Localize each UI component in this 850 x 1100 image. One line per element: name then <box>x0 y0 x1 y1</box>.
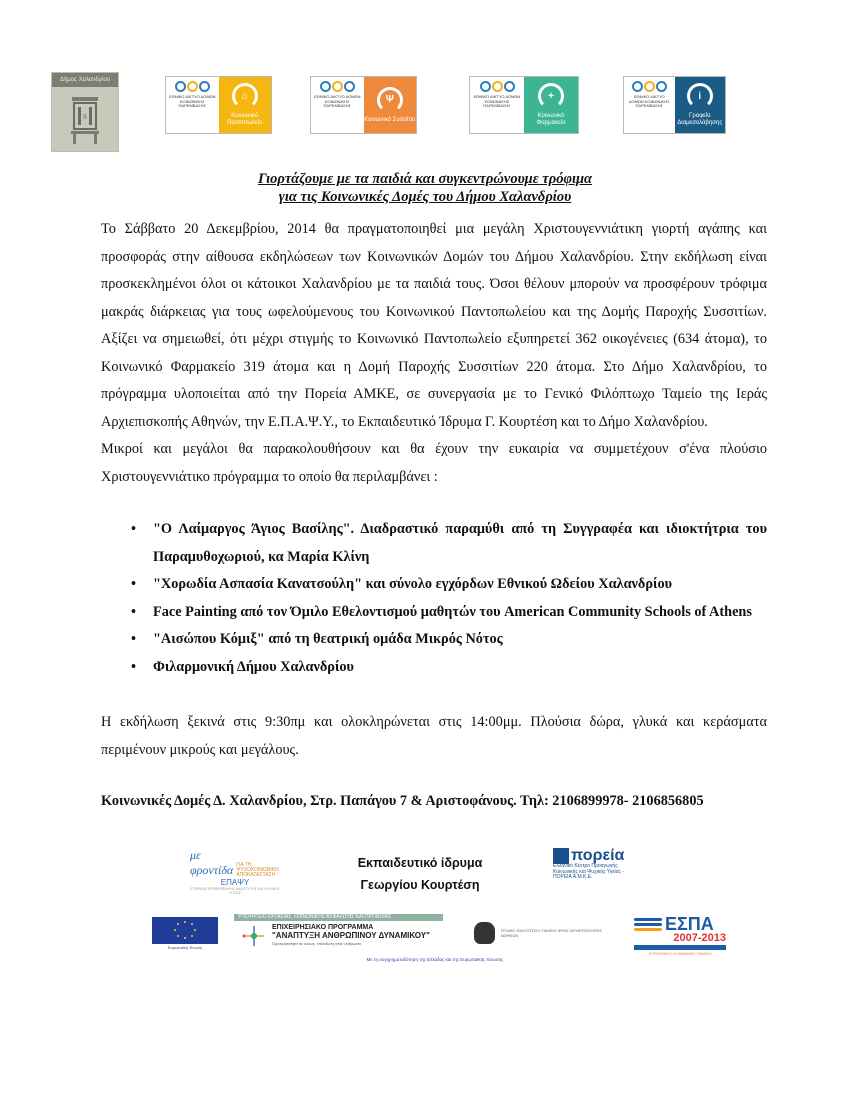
service-name: Κοινωνικό Συσσίτιο <box>364 116 416 123</box>
espa-word: ΕΣΠΑ <box>665 914 714 934</box>
program-item: • Φιλαρμονική Δήμου Χαλανδρίου <box>101 654 767 682</box>
contact-info: Κοινωνικές Δομές Δ. Χαλανδρίου, Στρ. Παπάγου 7 & Αριστοφάνους. Τηλ: 2106899978- 2106856805 <box>101 793 704 809</box>
espa-logo <box>634 915 726 959</box>
people-icon <box>320 81 355 92</box>
espa-fund: ΕΥΡΩΠΑΪΚΟ ΚΟΙΝΩΝΙΚΟ ΤΑΜΕΙΟ <box>648 951 712 956</box>
kourtesi-foundation <box>330 852 510 896</box>
compass-icon <box>242 924 266 948</box>
basket-icon: ⌂ <box>232 83 258 109</box>
programme-line-2: "ΑΝΑΠΤΥΞΗ ΑΝΘΡΩΠΙΝΟΥ ΔΥΝΑΜΙΚΟΥ" <box>272 931 430 940</box>
eu-flag-icon <box>152 917 218 944</box>
epapsy-org: ΓΙΑ ΤΗ ΨΥΧΟΚΟΙΝΩΝΙΚΗ ΑΠΟΚΑΤΑΣΤΑΣΗ <box>236 862 279 878</box>
network-logo-social-pharmacy <box>469 76 579 134</box>
people-icon <box>175 81 210 92</box>
service-name: Κοινωνικό Παντοπωλείο <box>227 113 263 126</box>
svg-text:S: S <box>83 113 87 121</box>
program-list <box>101 516 767 681</box>
poreia-mark-icon <box>553 848 569 864</box>
paragraph-program-intro: Μικροί και μεγάλοι θα παρακολουθήσουν και θα έχουν την ευκαιρία να συμμετέχουν σ'ένα πλούσιο Χριστουγεννιάτικο πρόγραμμα το οποίο θα περιλαμβάνει : <box>101 441 767 485</box>
title-line-2: για τις Κοινωνικές Δομές του Δήμου Χαλανδρίου <box>278 189 572 205</box>
municipality-logo <box>51 72 119 152</box>
operational-programme-logo <box>234 914 464 954</box>
poreia-logo <box>553 848 643 898</box>
municipality-monument-icon <box>68 95 102 145</box>
fork-knife-icon: Ψ <box>377 87 403 113</box>
paragraph-intro: Το Σάββατο 20 Δεκεμβρίου, 2014 θα πραγματοποιηθεί μια μεγάλη Χριστουγεννιάτικη γιορτή αγάπης και προσφοράς στην αίθουσα εκδηλώσεων των Κοινωνικών Δομών του Δήμου Χαλανδρίου. Στην εκδήλωση είναι προσκεκλημένοι όλοι οι κάτοικοι Χαλανδρίου με τα παιδιά τους. Όσοι θέλουν μπορούν να προσφέρουν τρόφιμα μακράς διάρκειας για τους ωφελούμενους του Κοινωνικού Παντοπωλείου και της Δομής Παροχής Συσσιτίων. Αξίζει να σημειωθεί, ότι μέχρι στιγμής το Κοινωνικό Παντοπωλείο εξυπηρετεί 362 οικογένειες (634 άτομα), το Κοινωνικό Φαρμακείο 319 άτομα και η Δομή Παροχής Συσσιτίων 220 άτομα. Στο Δήμο Χαλανδρίου, το πρόγραμμα υλοποιείται από την Πορεία ΑΜΚΕ, σε συνεργασία με το Γενικό Φιλόπτωχο Ταμείο της Ιεράς Αρχιεπισκοπής Αθηνών, την Ε.Π.Α.Ψ.Υ., το Εκπαιδευτικό Ίδρυμα Γ. Κουρτέση και το Δήμο Χαλανδρίου. <box>101 221 767 430</box>
eu-caption: Ευρωπαϊκή Ένωση <box>167 945 203 950</box>
double-headed-eagle-icon <box>474 922 495 944</box>
programme-line-3: Προτεραιότητα σε όλους, επένδυση στον άνθρωπο <box>272 941 361 946</box>
epapsy-logo <box>190 848 280 894</box>
document-title <box>0 170 850 206</box>
closing-text <box>101 709 767 764</box>
program-item: • "Αισώπου Κόμιξ" από τη θεατρική ομάδα Μικρός Νότος <box>101 626 767 654</box>
network-logo-social-kitchen <box>310 76 417 134</box>
church-fund-logo <box>474 920 614 946</box>
medical-cross-icon: + <box>538 83 564 109</box>
network-name: ΕΘΝΙΚΟ ΔΙΚΤΥΟ ΔΟΜΩΝ ΚΟΙΝΩΝΙΚΗΣ ΠΑΡΕΜΒΑΣΗΣ <box>168 94 216 108</box>
service-name: Κοινωνικό Φαρμακείο <box>536 113 566 126</box>
network-name: ΕΘΝΙΚΟ ΔΙΚΤΥΟ ΔΟΜΩΝ ΚΟΙΝΩΝΙΚΗΣ ΠΑΡΕΜΒΑΣΗΣ <box>313 94 361 108</box>
espa-strip <box>634 945 726 950</box>
ministry-band: ΥΠΟΥΡΓΕΙΟ ΕΡΓΑΣΙΑΣ, ΚΟΙΝΩΝΙΚΗΣ ΑΣΦΑΛΙΣΗΣ ΚΑΙ ΠΡΟΝΟΙΑΣ <box>234 914 443 921</box>
epapsy-name: ΕΠΑΨΥ <box>220 878 250 887</box>
epapsy-subtitle: ΕΤΑΙΡΕΙΑ ΠΕΡΙΦΕΡΕΙΑΚΗΣ ΑΝΑΠΤΥΞΗΣ ΚΑΙ ΨΥΧΙΚΗΣ ΥΓΕΙΑΣ <box>190 887 280 895</box>
kourtesi-line-1: Εκπαιδευτικό ίδρυμα <box>357 856 483 870</box>
cofunding-note: Με τη συγχρηματοδότηση της Ελλάδας και της Ευρωπαϊκής Ένωσης <box>366 957 504 962</box>
network-logo-social-grocery <box>165 76 272 134</box>
espa-years: 2007-2013 <box>673 932 726 944</box>
program-item: • "Χορωδία Ασπασία Κανατσούλη" και σύνολο εγχόρδων Εθνικού Ωδείου Χαλανδρίου <box>101 571 767 599</box>
eu-logo <box>152 917 218 955</box>
info-icon: i <box>687 83 713 109</box>
epapsy-script: με φροντίδα <box>190 848 234 877</box>
paragraph-schedule: Η εκδήλωση ξεκινά στις 9:30πμ και ολοκληρώνεται στις 14:00μμ. Πλούσια δώρα, γλυκά και κεράσματα περιμένουν μικρούς και μεγάλους. <box>101 714 767 758</box>
title-line-1: Γιορτάζουμε με τα παιδιά και συγκεντρώνουμε τρόφιμα <box>257 171 593 187</box>
church-fund-text: ΓΕΝΙΚΟ ΦΙΛΟΠΤΩΧΟ ΤΑΜΕΙΟ ΙΕΡΑΣ ΑΡΧΙΕΠΙΣΚΟΠΗΣ ΑΘΗΝΩΝ <box>500 928 603 938</box>
programme-line-1: ΕΠΙΧΕΙΡΗΣΙΑΚΟ ΠΡΟΓΡΑΜΜΑ <box>272 924 374 931</box>
network-logo-mediation-office <box>623 76 726 134</box>
waves-icon <box>634 916 662 933</box>
program-item: • Face Painting από τον Όμιλο Εθελοντισμού μαθητών του American Community Schools of Athens <box>101 599 767 627</box>
body-text <box>101 216 767 491</box>
people-icon <box>480 81 515 92</box>
municipality-name: Δήμος Χαλανδρίου <box>52 73 118 87</box>
kourtesi-line-2: Γεωργίου Κουρτέση <box>360 878 480 892</box>
people-icon <box>632 81 667 92</box>
network-name: ΕΘΝΙΚΟ ΔΙΚΤΥΟ ΔΟΜΩΝ ΚΟΙΝΩΝΙΚΗΣ ΠΑΡΕΜΒΑΣΗΣ <box>473 94 521 108</box>
network-name: ΕΘΝΙΚΟ ΔΙΚΤΥΟ ΔΟΜΩΝ ΚΟΙΝΩΝΙΚΗΣ ΠΑΡΕΜΒΑΣΗΣ <box>628 94 670 108</box>
poreia-subtitle: Ελληνικό Κέντρο Προαγωγής Κοινωνικής και Ψυχικής Υγείας - ΠΟΡΕΙΑ Α.Μ.Κ.Ε. <box>553 863 625 880</box>
service-name: Γραφείο Διαμεσολάβησης <box>677 113 723 126</box>
poreia-word: πορεία <box>571 847 625 864</box>
program-item: • "Ο Λαίμαργος Άγιος Βασίλης". Διαδραστικό παραμύθι από τη Συγγραφέα και ιδιοκτήτρια του Παραμυθοχωριού, κα Μαρία Κλίνη <box>101 516 767 571</box>
